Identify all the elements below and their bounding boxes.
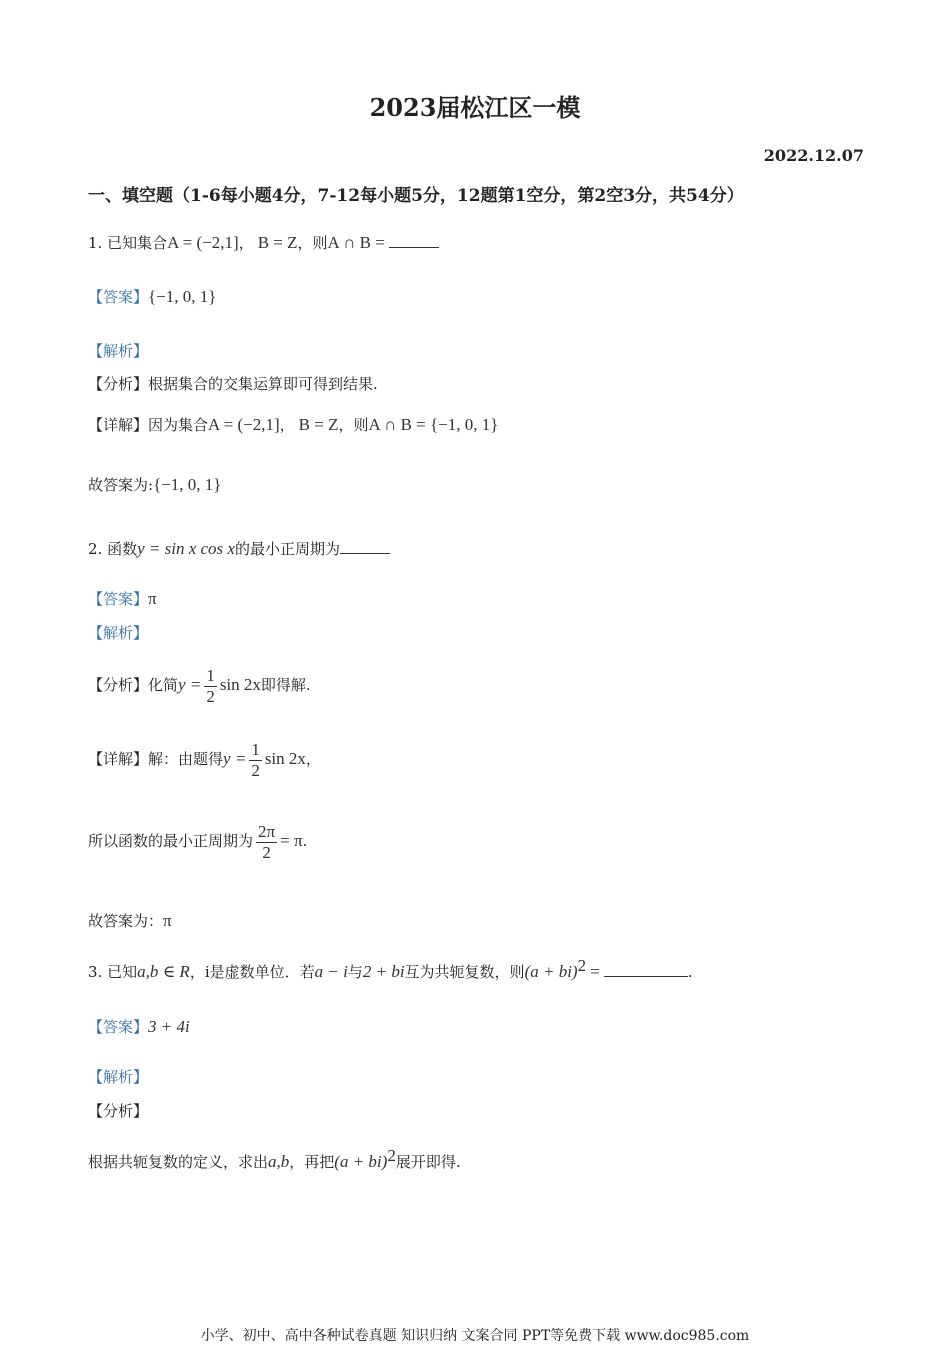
q3-method-post: 展开即得. [395,1153,461,1171]
q2-final [88,910,172,931]
answer-tag: 【答案】 [88,590,149,608]
q3-method-mid: ，再把 [289,1153,335,1171]
q1-analysis [88,373,378,394]
q2-function: y = sin x cos x [137,539,235,558]
analysis-tag: 【分析】 [88,676,149,695]
q2-sin2x: sin 2x [219,675,261,695]
q2-half-fraction [204,666,217,706]
q2-period [88,822,307,862]
q1-set-a: A = (−2,1] [167,233,239,252]
q2-analysis-text: 化简 [148,676,179,695]
q3-answer [88,1016,190,1037]
q3-answer-value: 3 + 4i [148,1017,190,1036]
fraction-denominator: 2 [206,686,215,706]
q2-period-dot: . [302,832,308,851]
q2-blank [340,553,390,554]
q2-detail-half-fraction [249,740,262,780]
q2-final-text: 故答案为： [88,912,164,930]
q2-detail-sin2x: sin 2x [264,749,306,769]
q1-stem-text: 1. 已知集合 [88,234,168,252]
q3-stem-mid2: 互为共轭复数，则 [404,963,525,981]
q1-detail-then: ，则 [338,416,369,434]
q1-set-b: B = Z [257,233,298,252]
q3-ab-in-r: a,b ∈ R [137,962,190,981]
q3-blank [604,976,688,977]
q1-final [88,474,221,495]
fraction-numerator: 1 [206,666,215,685]
q1-detail-set-a: A = (−2,1] [208,415,280,434]
q2-stem-text: 2. 函数 [88,540,138,558]
q2-period-text: 所以函数的最小正周期为 [88,832,254,851]
q1-detail-set-b: B = Z [298,415,339,434]
q2-detail-text: 解：由题得 [148,750,224,769]
q3-analysis-tag: 【分析】 [88,1102,149,1120]
q2-period-eq: = π [280,831,303,851]
q3-method-ab: a,b [268,1152,290,1171]
section-heading: 一、填空题（1-6每小题4分，7-12每小题5分，12题第1空分，第2空3分，共54分） [88,186,744,206]
q3-method-exponent: 2 [387,1146,396,1165]
q2-detail [88,740,321,780]
exam-date: 2022.12.07 [763,146,864,165]
q2-y-eq: y = [178,675,202,695]
page-footer: 小学、初中、高中各种试卷真题 知识归纳 文案合同 PPT等免费下载 www.doc985.com [200,1328,750,1344]
q2-detail-comma: ， [305,750,321,769]
q3-stem-text: 3. 已知 [88,963,138,981]
q2-final-value: π [163,911,172,930]
q1-stem [88,232,439,253]
answer-tag: 【答案】 [88,288,149,306]
q1-answer-value: {−1, 0, 1} [148,287,217,306]
q3-two-plus-bi: 2 + bi [362,962,405,981]
q2-period-fraction [256,822,277,862]
q1-detail-result: A ∩ B = {−1, 0, 1} [368,415,499,434]
analysis-tag: 【分析】 [88,375,149,393]
q3-dot: . [687,963,693,981]
q2-analysis-post: 即得解. [260,676,311,695]
q1-blank [389,247,439,248]
q1-analysis-text: 根据集合的交集运算即可得到结果. [148,375,378,393]
fraction-numerator: 1 [251,740,260,759]
q1-final-value: {−1, 0, 1} [153,475,222,494]
q1-detail-sep: ， [279,416,295,434]
q2-detail-y-eq: y = [223,749,247,769]
q2-analysis [88,666,311,706]
q2-stem [88,538,390,559]
q2-jiexi-tag: 【解析】 [88,624,149,642]
answer-tag: 【答案】 [88,1018,149,1036]
fraction-denominator: 2 [262,842,271,862]
q3-exponent: 2 [577,956,587,975]
q3-method-text: 根据共轭复数的定义，求出 [88,1153,269,1171]
q3-a-minus-i: a − i [314,962,348,981]
q1-answer [88,286,216,307]
q3-stem-mid1: ，i是虚数单位．若 [189,963,315,981]
q2-answer-value: π [148,589,157,608]
q3-with: 与 [347,963,363,981]
q1-sep: ， [238,234,254,252]
detail-tag: 【详解】 [88,750,149,769]
q3-expr: (a + bi) [524,962,578,981]
q1-detail [88,414,498,435]
q3-stem [88,956,692,982]
q3-method-expr: (a + bi) [334,1152,388,1171]
q1-final-text: 故答案为: [88,476,154,494]
q1-detail-text: 因为集合 [148,416,209,434]
q1-expr: A ∩ B = [327,233,385,252]
q3-method [88,1146,461,1172]
page-title: 2023届松江区一模 [369,93,581,122]
fraction-denominator: 2 [251,760,260,780]
q1-then: ，则 [297,234,328,252]
q2-answer [88,588,157,609]
detail-tag: 【详解】 [88,416,149,434]
fraction-numerator: 2π [258,822,276,841]
q1-jiexi-tag: 【解析】 [88,342,149,360]
q3-jiexi-tag: 【解析】 [88,1068,149,1086]
q3-eq: = [590,962,600,981]
q2-stem-post: 的最小正周期为 [234,540,340,558]
